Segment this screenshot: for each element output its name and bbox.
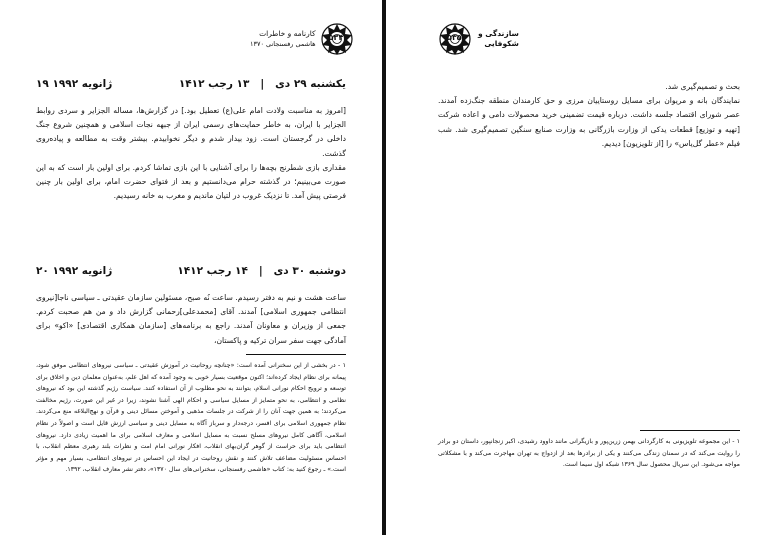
paragraph: بحث و تصمیم‌گیری شد. bbox=[665, 82, 740, 91]
date-persian: دوشنبه ۳۰ دی bbox=[273, 265, 346, 277]
entry-body bbox=[36, 291, 346, 348]
entry-date-line bbox=[36, 265, 346, 277]
book-title: سازندگی و bbox=[478, 29, 519, 38]
right-page-header bbox=[438, 22, 519, 56]
entry-date-line bbox=[36, 78, 346, 90]
footnotes bbox=[36, 360, 346, 476]
footnote: ۱ - در بخشی از این سخنرانی آمده است: «چنانچه روحانیت در آموزش عقیدتی ـ سیاسی نیروهای انتظامی موفق شود، پیمانه برای نظام ایجاد کرده‌اند؛ اکنون موقعیت بسیار خوبی به وجود آمده که اهل علم، به‌عنوان معلمان دین و اخلاق برای توسعه و ترویج احکام نورانی اسلام، بتوانند به نحو مطلوب از آن استفاده کنند. سیاست رژیم گذشته این بود که نیروهای نظامی و انتظامی، به نحو متمایز از مسایل سیاسی و احکام الهی آشنا نشوند، زیرا در غیر این صورت، رژیم مخالفت می‌کردند؛ به همین جهت آنان را از شرکت در جلسات مذهبی و آموختن مسائل دینی و قرآن و نهج‌البلاغه منع می‌کردند. نظام جمهوری اسلامی برای افسر، درجه‌دار و سرباز آگاه به مسایل دینی و سیاسی ارزش قایل است و اصولاً در نظام اسلامی، آگاهی کامل نیروهای مسلح نسبت به مسایل اسلامی و معارف اسلامی برای ما اهمیت زیادی دارد. نیروهای انتظامی باید برای حراست از گوهر گران‌بهای انقلاب، افکار نورانی امام امت و نظرات بلند رهبری معظم انقلاب، با احساس مسئولیت مضاعف تلاش کنند و نقش روحانیت در ایجاد این احساس در نیروهای انتظامی، بسیار مهم و مؤثر است.» ـ رجوع کنید به: کتاب «هاشمی رفسنجانی، سخنرانی‌های سال ۱۳۷۰»، دفتر نشر معارف انقلاب، ۱۳۹۲. bbox=[36, 362, 346, 474]
paragraph: نمایندگان بانه و مریوان برای مسایل روستاییان مرزی و حق کارمندان منطقه جنگ‌زده آمدند. عصر شورای اقتصاد جلسه داشت. درباره قیمت تضمینی خرید محصولات دامی و اعاده شرکت [تهیه و توزیع] قطعات یدکی از وزارت بازرگانی به وزارت صنایع سنگین تصمیم‌گیری شد. شب فیلم «عطر گل‌یاس» را [از تلویزیون] دیدیم. bbox=[438, 96, 740, 148]
paragraph: مقداری بازی شطرنج بچه‌ها را برای آشنایی با این بازی تماشا کردم. برای اولین بار است که به این صورت می‌بینیم؛ در گذشته حرام می‌دانستیم و بعد از فتوای حضرت امام، برای اولین بار چنین فرصتی پیش آمد. تا نزدیک غروب در لتیان ماندیم و مغرب به خانه رسیدیم. bbox=[36, 162, 346, 201]
footnote-separator bbox=[640, 430, 740, 431]
date-hijri: ۱۴ رجب ۱۴۱۲ bbox=[177, 265, 248, 277]
entry-body bbox=[438, 80, 740, 151]
book-subtitle: شکوفایی bbox=[484, 39, 519, 48]
entry-body bbox=[36, 104, 346, 203]
date-persian: یکشنبه ۲۹ دی bbox=[275, 78, 346, 90]
paragraph: ساعت هشت و نیم به دفتر رسیدم. ساعت نُه صبح، مسئولین سازمان عقیدتی ـ سیاسی ناجا[نیروی انتظامی جمهوری اسلامی] آمدند. آقای [محمدعلی]رحمانی گزارش داد و من هم صحبت کردم. جمعی از وزیران و معاونان آمدند. راجع به برنامه‌های [سازمان همکاری اقتصادی] «اکو» برای آمادگی جهت سفر سران ترکیه و پاکستان، bbox=[36, 293, 346, 345]
footnote-separator bbox=[246, 354, 346, 355]
book-subtitle: هاشمی رفسنجانی ۱۳۷۰ bbox=[250, 40, 316, 48]
ornament-rosette-icon bbox=[438, 22, 472, 56]
left-page bbox=[0, 0, 382, 535]
ornament-rosette-icon bbox=[320, 22, 354, 56]
footnote: ۱ - این مجموعه تلویزیونی به کارگردانی بهمن زرین‌پور و بازیگرانی مانند داوود رشیدی، اکبر زنجانپور، داستان دو برادر را روایت می‌کند که در سمنان زندگی می‌کنند و یکی از برادرها بعد از ازدواج به تهران مهاجرت می‌کند و با مشکلاتی مواجه می‌شود. این سریال محصول سال ۱۳۶۹ شبکه اول سیما است. bbox=[438, 438, 740, 469]
left-page-header bbox=[250, 22, 354, 56]
page-number: ۵۳۴ bbox=[328, 33, 344, 42]
date-gregorian: ۲۰ ژانویه ۱۹۹۲ bbox=[36, 265, 113, 277]
paragraph: [امروز به مناسبت ولادت امام علی(ع) تعطیل بود.] در گزارش‌ها، مساله الجزایر و سردی روابط الجزایر با ایران، به خاطر حمایت‌های رسمی ایران از جبهه نجات اسلامی و همچنین شروع جنگ داخلی در گرجستان است. زود بیدار شدم و دیگر نخوابیدم. بیشتر وقت به مطالعه و پیاده‌روی گذشت. bbox=[36, 106, 346, 158]
right-page bbox=[386, 0, 768, 535]
date-hijri-persian: یکشنبه ۲۹ دی | ۱۳ رجب ۱۴۱۲ bbox=[178, 78, 346, 90]
date-gregorian: ۱۹ ژانویه ۱۹۹۲ bbox=[36, 78, 113, 90]
date-hijri: ۱۳ رجب ۱۴۱۲ bbox=[178, 78, 250, 90]
date-hijri-persian: دوشنبه ۳۰ دی | ۱۴ رجب ۱۴۱۲ bbox=[177, 265, 346, 277]
footnotes bbox=[438, 436, 740, 471]
book-title: کارنامه و خاطرات bbox=[259, 29, 316, 38]
page-number: ۵۳۵ bbox=[447, 33, 462, 42]
